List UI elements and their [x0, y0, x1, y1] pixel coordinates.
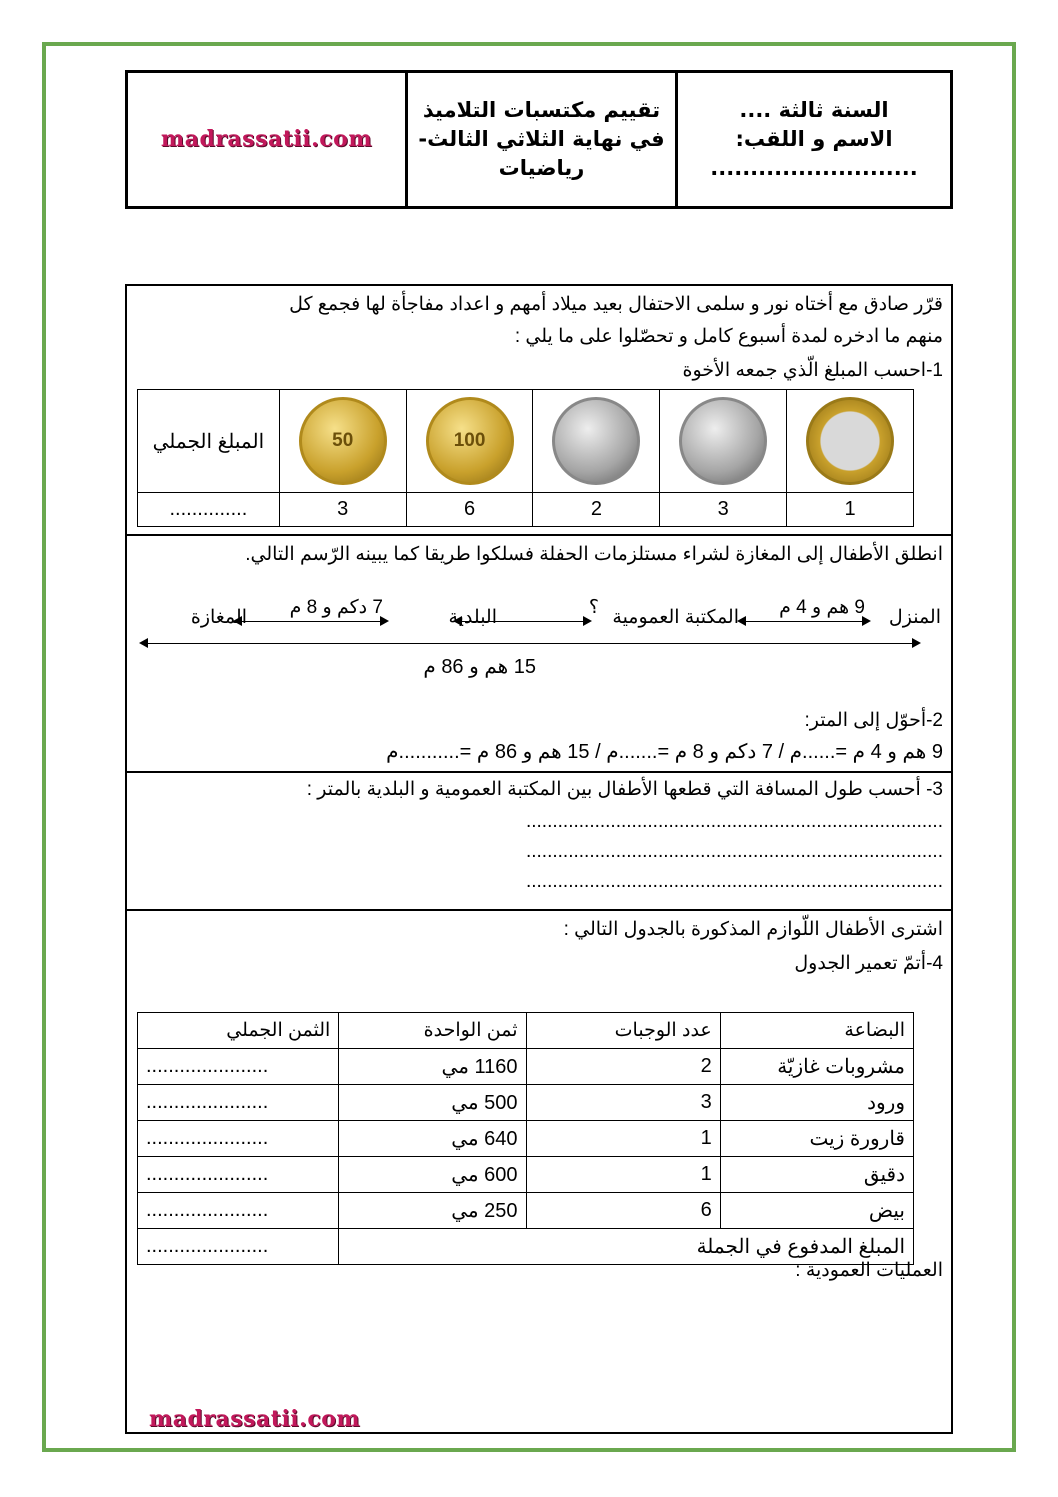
place-municipality: البلدية	[448, 607, 497, 628]
table-row	[138, 1121, 914, 1157]
item-total-blank: ......................	[138, 1049, 339, 1085]
operations-label: العمليات العمودية :	[795, 1260, 943, 1281]
coin-face-value: 50	[332, 430, 354, 451]
intro-line-2: منهم ما ادخره لمدة أسبوع كامل و تحصّلوا على ما يلي :	[514, 326, 943, 347]
shopping-intro: اشترى الأطفال اللّوازم المذكورة بالجدول التالي :	[563, 919, 943, 940]
question-1: 1-احسب المبلغ الّذي جمعه الأخوة	[682, 360, 943, 381]
item-total-blank: ......................	[138, 1085, 339, 1121]
total-paid-label: المبلغ المدفوع في الجملة	[339, 1229, 914, 1265]
title-line-2: في نهاية الثلاثي الثالث-	[418, 127, 665, 151]
name-blank: ..........................	[710, 156, 918, 180]
answer-line: ...............................................................................	[525, 811, 943, 832]
item-quantity: 3	[526, 1085, 720, 1121]
coin-cell	[787, 390, 914, 493]
item-quantity: 1	[526, 1157, 720, 1193]
items-table	[137, 1012, 914, 1265]
coin-count: 1	[787, 493, 914, 527]
arrow-total	[141, 643, 919, 644]
name-label: الاسم و اللقب:	[735, 127, 893, 151]
place-library: المكتبة العمومية	[612, 607, 739, 628]
place-home: المنزل	[888, 607, 941, 628]
item-total-blank: ......................	[138, 1157, 339, 1193]
item-total-blank: ......................	[138, 1121, 339, 1157]
coin-count: 6	[406, 493, 533, 527]
arrow-segment-3	[235, 621, 387, 622]
item-name: قارورة زيت	[720, 1121, 913, 1157]
coin-cell	[660, 390, 787, 493]
header-unit-price: ثمن الواحدة	[339, 1013, 526, 1049]
distance-home-library: 9 هم و 4 م	[779, 597, 865, 618]
title-cell	[405, 73, 675, 206]
coin-face-value: 100	[453, 430, 486, 451]
question-2: 2-أحوّل إلى المتر:	[804, 710, 943, 731]
footer-logo: madrassatii.com	[149, 1406, 361, 1432]
total-paid-blank: ......................	[138, 1229, 339, 1265]
arrow-segment-2	[455, 621, 590, 622]
table-header-row	[138, 1013, 914, 1049]
distance-municipality-shop: 7 دكم و 8 م	[289, 597, 383, 618]
section-coins	[127, 286, 951, 536]
total-label-cell	[138, 390, 280, 493]
item-quantity: 6	[526, 1193, 720, 1229]
header-item: البضاعة	[720, 1013, 913, 1049]
silver-coin-icon	[552, 397, 640, 485]
item-unit-price: 600 مي	[339, 1157, 526, 1193]
distance-unknown: ؟	[588, 597, 599, 618]
question-3: 3- أحسب طول المسافة التي قطعها الأطفال بين المكتبة العمومية و البلدية بالمتر :	[306, 779, 943, 800]
item-name: دقيق	[720, 1157, 913, 1193]
place-shop: المغازة	[190, 607, 247, 628]
year-label: السنة ثالثة ....	[739, 98, 889, 122]
section-path	[127, 536, 951, 773]
gold-coin-icon	[299, 397, 387, 485]
coin-cell	[406, 390, 533, 493]
section-distance	[127, 773, 951, 911]
answer-line: ...............................................................................	[525, 871, 943, 892]
title-line-3: رياضيات	[498, 156, 585, 180]
table-row	[138, 1157, 914, 1193]
header-total-price: الثمن الجملي	[138, 1013, 339, 1049]
item-unit-price: 1160 مي	[339, 1049, 526, 1085]
coin-cell	[533, 390, 660, 493]
table-row	[138, 1193, 914, 1229]
bimetal-coin-icon	[806, 397, 894, 485]
answer-line: ...............................................................................	[525, 841, 943, 862]
item-unit-price: 500 مي	[339, 1085, 526, 1121]
exam-body	[125, 284, 953, 1434]
question-4: 4-أتمّ تعمير الجدول	[794, 953, 943, 974]
intro-line-1: قرّر صادق مع أختاه نور و سلمى الاحتفال بعيد ميلاد أمهم و اعداد مفاجأة لها فجمع كل	[289, 294, 943, 315]
item-unit-price: 250 مي	[339, 1193, 526, 1229]
logo-cell	[128, 73, 405, 206]
table-row	[138, 1049, 914, 1085]
gold-coin-icon	[426, 397, 514, 485]
coin-count: 3	[279, 493, 406, 527]
total-blank: ..............	[138, 493, 280, 527]
header-quantity: عدد الوجبات	[526, 1013, 720, 1049]
coins-table	[137, 389, 914, 527]
section-shopping	[127, 911, 951, 1432]
item-quantity: 1	[526, 1121, 720, 1157]
item-name: مشروبات غازيّة	[720, 1049, 913, 1085]
silver-coin-icon	[679, 397, 767, 485]
table-row	[138, 1085, 914, 1121]
item-unit-price: 640 مي	[339, 1121, 526, 1157]
title-line-1: تقييم مكتسبات التلاميذ	[422, 98, 661, 122]
item-name: بيض	[720, 1193, 913, 1229]
site-logo: madrassatii.com	[160, 126, 373, 152]
item-total-blank: ......................	[138, 1193, 339, 1229]
conversion-line: 9 هم و 4 م =......م / 7 دكم و 8 م =.......م / 15 هم و 86 م =...........م	[386, 741, 943, 763]
coin-count: 2	[533, 493, 660, 527]
coin-count: 3	[660, 493, 787, 527]
header-table	[125, 70, 953, 209]
total-label: المبلغ الجملي	[152, 430, 265, 453]
student-info-cell	[675, 73, 950, 206]
coin-cell	[279, 390, 406, 493]
distance-total: 15 هم و 86 م	[423, 656, 536, 678]
item-quantity: 2	[526, 1049, 720, 1085]
arrow-segment-1	[739, 621, 869, 622]
path-intro: انطلق الأطفال إلى المغازة لشراء مستلزمات الحفلة فسلكوا طريقا كما يبينه الرّسم التالي.	[245, 544, 943, 565]
item-name: ورود	[720, 1085, 913, 1121]
